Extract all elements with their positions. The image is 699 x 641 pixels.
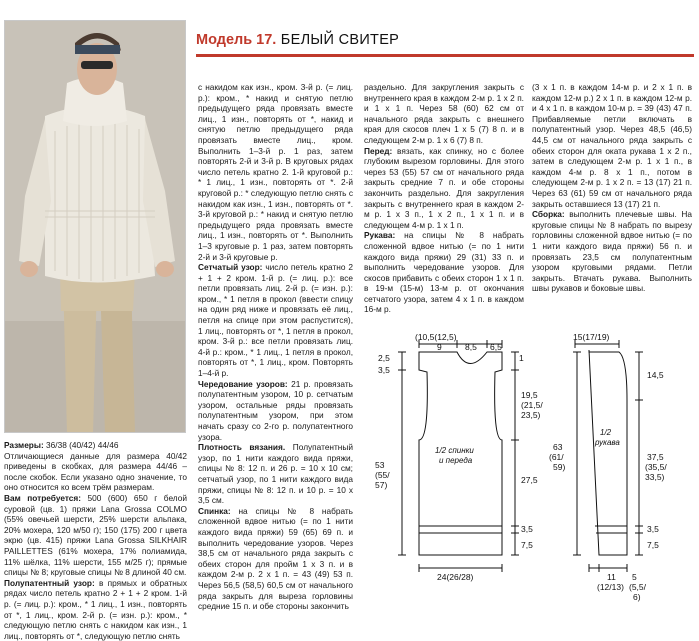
middle-column [198,82,353,612]
gauge-paragraph: Плотность вязания. Полупатентный узор, по 1 нити каждого вида пряжи, спицы № 8: 12 п. и 26 р. = 10 х 10 см; сетчатый узор, по 1 нити каждого вида пряжи, спицы № 8: 12 п. и 10 р. = 10 х 3,5 см. [198,442,353,506]
total-label-c: 57) [375,480,388,490]
right-1-label: 1 [519,353,524,363]
sleeves-paragraph: Рукава: на спицы № 8 набрать сложенной вдвое нитью (= по 1 нити каждого вида пряжи) 29 (31) 33 п. и выполнить чередование узоров. Для скосов прибавить с обеих сторон 1 х 1 п. в 19-м (15-м) 13-м р. от окончания сетчатого узора, затем 4 х 1 п. в каждом 16-м р. [364,230,524,315]
pattern-sequence-paragraph: Чередование узоров: 21 р. провязать полупатентным узором, 10 р. сетчатым узором, остальные ряды провязать полупатентным узором, при этом начать сразу со 2-го р. полупатентного узора. [198,378,353,442]
armhole-label-a: 19,5 [521,390,538,400]
top-mid-label: 8,5 [465,342,477,352]
sleeve-net-label: 3,5 [647,524,659,534]
assembly-paragraph: Сборка: выполнить плечевые швы. На круговые спицы № 8 набрать по вырезу горловины сложенной вдвое нитью (= по 1 нити каждого вида пряжи) 56 п. и провязать 23,5 см полупатентным узором круговыми рядами. Петли закрыть. Втачать рукава. Выполнить швы рукавов и боковые швы. [532,209,692,294]
total-label-a: 53 [375,460,385,470]
third-column [364,82,524,315]
sleeve-total-b: (61/ [549,452,564,462]
sleeve-cap-label: 14,5 [647,370,664,380]
sleeve-total-c: 59) [553,462,566,472]
shoulder-drop-label: 2,5 [378,353,390,363]
fourth-column [532,82,692,294]
sleeve-bottom-a: 11 [607,572,616,582]
body-piece-label-a: 1/2 спинки [435,446,474,455]
diagrams-svg [357,330,699,624]
sleeves-continued: (3 х 1 п. в каждом 14-м р. и 2 х 1 п. в каждом 12-м р.) 2 х 1 п. в каждом 12-м р. и 4 х 1 п. в каждом 10-м р. = 39 (43) 47 п. Прибавляемые петли включать в полупатентный узор. Через 48,5 (46,5) 44,5 см от начального ряда закрыть с обеих сторон для оката рукава 1 х 2 п., затем в следующем 2-м р. 1 х 1 п., в каждом 4-м р. 8 х 1 п., потом в следующем 2-м р. 1 х 2 п. = 13 (17) 21 п. Через 63 (61) 59 см от начального ряда закрыть оставшиеся 13 (17) 21 п. [532,82,692,209]
sleeve-bottom-c: 5 [632,572,637,582]
sleeve-bottom-d: (5,5/ [629,582,647,592]
top-left-label: 9 [437,342,442,352]
sleeve-bottom-b: (12/13) [597,582,624,592]
sizes-paragraph: Размеры: 36/38 (40/42) 44/46 [4,440,119,450]
body-net-label: 3,5 [521,524,533,534]
body-rib-label: 7,5 [521,540,533,550]
sleeve-rib-label: 7,5 [647,540,659,550]
model-number: Модель 17. [196,32,277,48]
shoulder-drop2-label: 3,5 [378,365,390,375]
armhole-label-c: 23,5) [521,410,541,420]
mesh-pattern-paragraph: Сетчатый узор: число петель кратно 2 + 1 + 2 кром. 1-й р. (= лиц. р.): все петли провязать лиц. 2-й р. (= изн. р.): кром., * 1 петля в прокол (ввести спицу на один ряд ниже и провязать её лиц., петля на спице при этом распустится), 1 лиц., повторять от *, 1 петля в прокол, кром. 3-й р.: все петли провязать лиц. 4-й р.: кром., * 1 лиц., 1 петля в прокол, повторять от *, 1 лиц., кром. Повторять 1–4-й р. [198,262,353,379]
sleeve-body-c: 33,5) [645,472,665,482]
back-paragraph: Спинка: на спицы № 8 набрать сложенной вдвое нитью (= по 1 нити каждого вида пряжи) 59 (65) 69 п. и выполнить чередование узоров. Через 38,5 см от начального ряда закрыть с обеих сторон для пройм 1 х 3 п. и в каждом 2-м р. 2 х 1 п. = 43 (49) 53 п. Через 56,5 (58,5) 60,5 см от начального ряда закрыть для выреза горловины средние 15 п. и обе стороны закончить [198,505,353,612]
sleeve-top-label: 15(17/19) [573,332,610,342]
front-paragraph: Перед: вязать, как спинку, но с более глубоким вырезом горловины. Для этого через 53 (55) 57 см от начального ряда закрыть средние 7 п. и обе стороны закончить раздельно. Для закругления закрыть с внутреннего края в каждом 2-м р. 1 х 3 п., 1 х 2 п., 1 х 1 п. и в следующем 4-м р. 1 х 1 п. [364,145,524,230]
body-piece-label-b: и переда [439,456,473,465]
model-photo-illustration [5,21,186,433]
sleeve-bottom-e: 6) [633,592,641,602]
sleeve-body-b: (35,5/ [645,462,667,472]
total-label-b: (55/ [375,470,390,480]
armhole-label-b: (21,5/ [521,400,543,410]
body-bottom-label: 24(26/28) [437,572,474,582]
pattern-diagrams [357,330,699,624]
side-label: 27,5 [521,475,538,485]
sleeve-total-a: 63 [553,442,563,452]
sleeve-piece-label-a: 1/2 [600,428,612,437]
sleeve-outline [589,350,627,555]
page-title [196,31,696,53]
top-right-label: 6,5 [490,342,502,352]
pattern-paragraph: Полупатентный узор: в прямых и обратных рядах число петель кратно 2 + 1 + 2 кром. 1-й р. (= лиц. р.): кром., * 1 лиц., 1 изн., повторять от *, 1 лиц., кром. 2-й р. (= изн. р.): кром., * следующую петлю снять с накидом как изн., 1 лиц., повторять от *, следующую петлю снять [4,577,187,641]
sleeve-labels [549,332,667,602]
back-continued: раздельно. Для закругления закрыть с внутреннего края в каждом 2-м р. 1 х 2 п. и 1 х 1 п. Через 58 (60) 62 см от начального ряда закрыть с внешнего края для скосов плеч 1 х 5 (7) 8 п. и в следующем 2-м р. 1 х 6 (7) 8 п. [364,82,524,145]
sizes-note: Отличающиеся данные для размера 40/42 приведены в скобках, для размера 44/46 – после скобок. Если указано одно значение, то оно относится ко всем трём размерам. [4,450,187,493]
materials-paragraph: Вам потребуется: 500 (600) 650 г белой суровой (цв. 1) пряжи Lana Grossa COLMO (55% овечьей шерсти, 25% шерсти альпака, 20% мохера, 120 м/50 г); 150 (175) 200 г цвета экрю (цв. 415) пряжи Lana Grossa SILKHAIR PAILLETTES (61% мохера, 17% полиамида, 11% шёлка, 11% шерсти, 155 м/25 г); прямые спицы № 8; круговые спицы № 8 длиной 40 см. [4,492,187,578]
pattern-continued: с накидом как изн., кром. 3-й р. (= лиц. р.): кром., * накид и снятую петлю предыдущего ряда провязать вместе лиц., 1 изн., повторять от *, накид и снятую петлю предыдущего ряда провязать вместе лиц., кром. Выполнить 1–3-й р. 1 раз, затем повторять 2-й и 3-й р. В круговых рядах число петель кратно 2. 1-й круговой р.: * 1 лиц., 1 изн., повторять от *. 2-й круговой р.: * следующую петлю снять с накидом как изн., 1 изн., повторять от *. 3-й круговой р.: * накид и снятую петлю предыдущего ряда провязать вместе лиц., 1 изн., повторять от *. Выполнить 1–3 круговые р. 1 раз, затем повторять 2-й и 3-й круговые р. [198,82,353,262]
sleeve-body-a: 37,5 [647,452,664,462]
sleeve-piece-label-b: рукава [595,438,620,447]
model-title: БЕЛЫЙ СВИТЕР [280,32,400,48]
title-divider [196,54,694,57]
sleeve-schematic [573,340,643,572]
top-width-label: (10,5(12,5) [415,332,457,342]
left-column [4,440,187,641]
model-photo [4,20,186,433]
